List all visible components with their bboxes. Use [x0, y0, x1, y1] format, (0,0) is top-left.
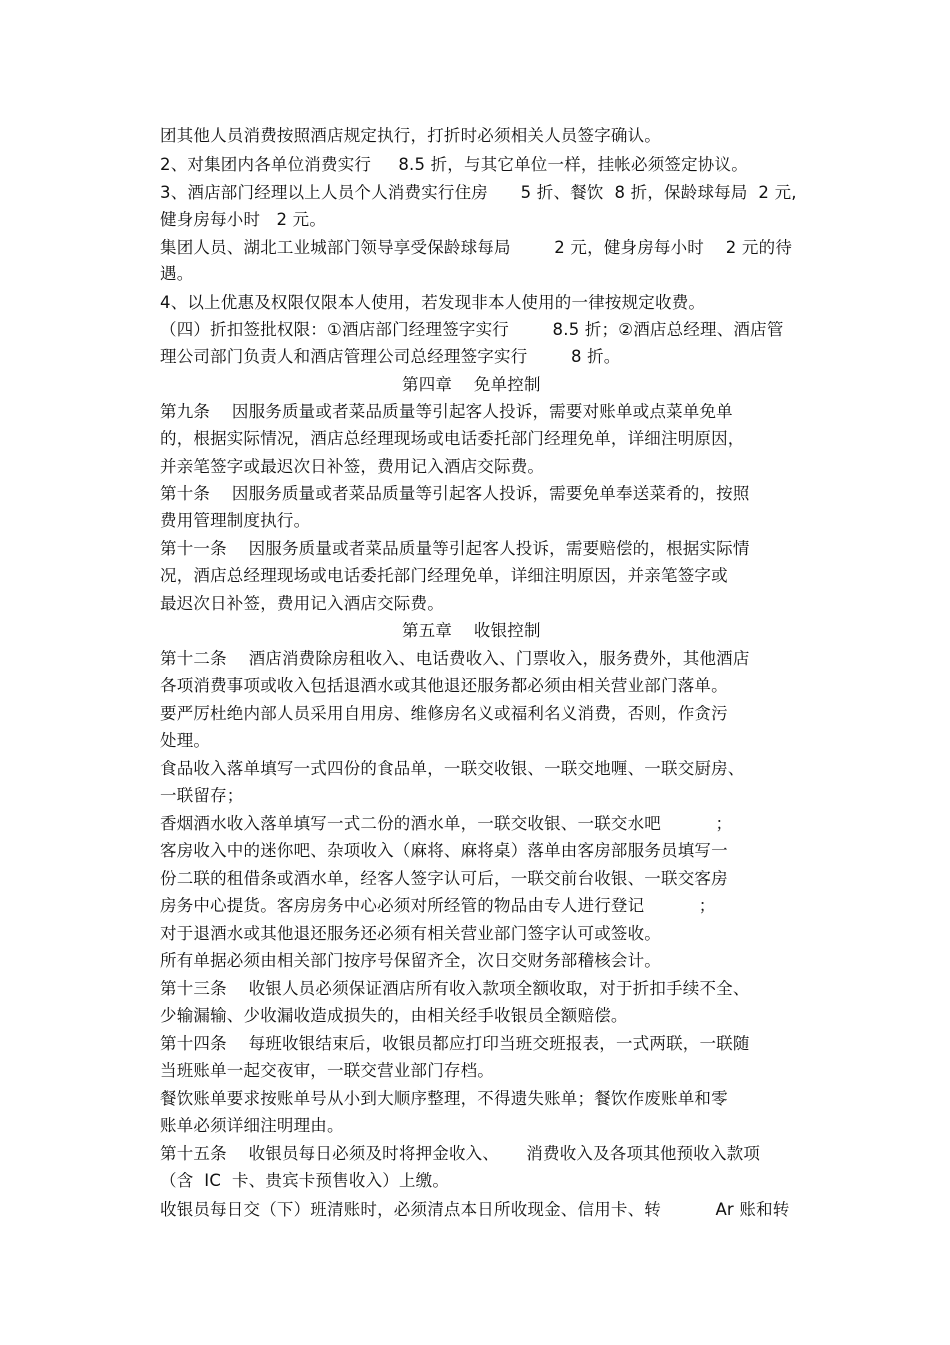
text-line: 要严厉杜绝内部人员采用自用房、维修房名义或福利名义消费，否则，作贪污	[160, 704, 728, 723]
text-line: 各项消费事项或收入包括退酒水或其他退还服务都必须由相关营业部门落单。	[160, 676, 728, 695]
text-line: 所有单据必须由相关部门按序号保留齐全，次日交财务部稽核会计。	[160, 951, 661, 970]
text-line: 食品收入落单填写一式四份的食品单，一联交收银、一联交地喱、一联交厨房、	[160, 759, 745, 778]
text-line: 第十五条 收银员每日必须及时将押金收入、 消费收入及各项其他预收入款项	[160, 1144, 761, 1163]
text-line: 当班账单一起交夜审，一联交营业部门存档。	[160, 1061, 494, 1080]
text-line: 一联留存；	[160, 786, 244, 805]
text-line: （四）折扣签批权限：①酒店部门经理签字实行 8.5 折；②酒店总经理、酒店管	[160, 320, 784, 339]
text-line: 并亲笔签字或最迟次日补签，费用记入酒店交际费。	[160, 457, 545, 476]
text-line: 理公司部门负责人和酒店管理公司总经理签字实行 8 折。	[160, 347, 621, 366]
text-line: 处理。	[160, 731, 211, 750]
text-line: 账单必须详细注明理由。	[160, 1116, 344, 1135]
text-line: 4、以上优惠及权限仅限本人使用，若发现非本人使用的一律按规定收费。	[160, 293, 706, 312]
text-line: 第十四条 每班收银结束后，收银员都应打印当班交班报表，一式两联，一联随	[160, 1034, 750, 1053]
text-line: 对于退酒水或其他退还服务还必须有相关营业部门签字认可或签收。	[160, 924, 661, 943]
text-line: 3、酒店部门经理以上人员个人消费实行住房 5 折、餐饮 8 折，保龄球每局 2 元,	[160, 183, 797, 202]
text-line: 的，根据实际情况，酒店总经理现场或电话委托部门经理免单，详细注明原因，	[160, 429, 745, 448]
text-line: 少输漏输、少收漏收造成损失的，由相关经手收银员全额赔偿。	[160, 1006, 628, 1025]
text-line: 第九条 因服务质量或者菜品质量等引起客人投诉，需要对账单或点菜单免单	[160, 402, 733, 421]
text-line: 最迟次日补签，费用记入酒店交际费。	[160, 594, 444, 613]
text-line: 团其他人员消费按照酒店规定执行，打折时必须相关人员签字确认。	[160, 126, 661, 145]
text-line: 房务中心提货。客房房务中心必须对所经管的物品由专人进行登记 ；	[160, 896, 716, 915]
text-line: 餐饮账单要求按账单号从小到大顺序整理，不得遗失账单；餐饮作废账单和零	[160, 1089, 728, 1108]
text-line: （含 IC 卡、贵宾卡预售收入）上缴。	[160, 1171, 450, 1190]
text-line: 2、对集团内各单位消费实行 8.5 折，与其它单位一样，挂帐必须签定协议。	[160, 155, 748, 174]
text-line: 集团人员、湖北工业城部门领导享受保龄球每局 2 元，健身房每小时 2 元的待	[160, 238, 793, 257]
text-line: 遇。	[160, 264, 194, 283]
text-line: 第十二条 酒店消费除房租收入、电话费收入、门票收入，服务费外，其他酒店	[160, 649, 750, 668]
text-line: 香烟酒水收入落单填写一式二份的酒水单，一联交收银、一联交水吧 ；	[160, 814, 733, 833]
text-line: 第十一条 因服务质量或者菜品质量等引起客人投诉，需要赔偿的，根据实际情	[160, 539, 750, 558]
text-line: 客房收入中的迷你吧、杂项收入（麻将、麻将桌）落单由客房部服务员填写一	[160, 841, 728, 860]
text-line: 第十条 因服务质量或者菜品质量等引起客人投诉，需要免单奉送菜肴的，按照	[160, 484, 750, 503]
text-line: 况，酒店总经理现场或电话委托部门经理免单，详细注明原因，并亲笔签字或	[160, 566, 728, 585]
text-line: 份二联的租借条或酒水单，经客人签字认可后，一联交前台收银、一联交客房	[160, 869, 728, 888]
chapter-heading: 第五章 收银控制	[402, 621, 541, 640]
text-line: 健身房每小时 2 元。	[160, 210, 327, 229]
text-line: 收银员每日交（下）班清账时，必须清点本日所收现金、信用卡、转 Ar 账和转	[160, 1200, 790, 1219]
chapter-heading: 第四章 免单控制	[402, 375, 541, 394]
text-line: 费用管理制度执行。	[160, 511, 311, 530]
text-line: 第十三条 收银人员必须保证酒店所有收入款项全额收取，对于折扣手续不全、	[160, 979, 750, 998]
